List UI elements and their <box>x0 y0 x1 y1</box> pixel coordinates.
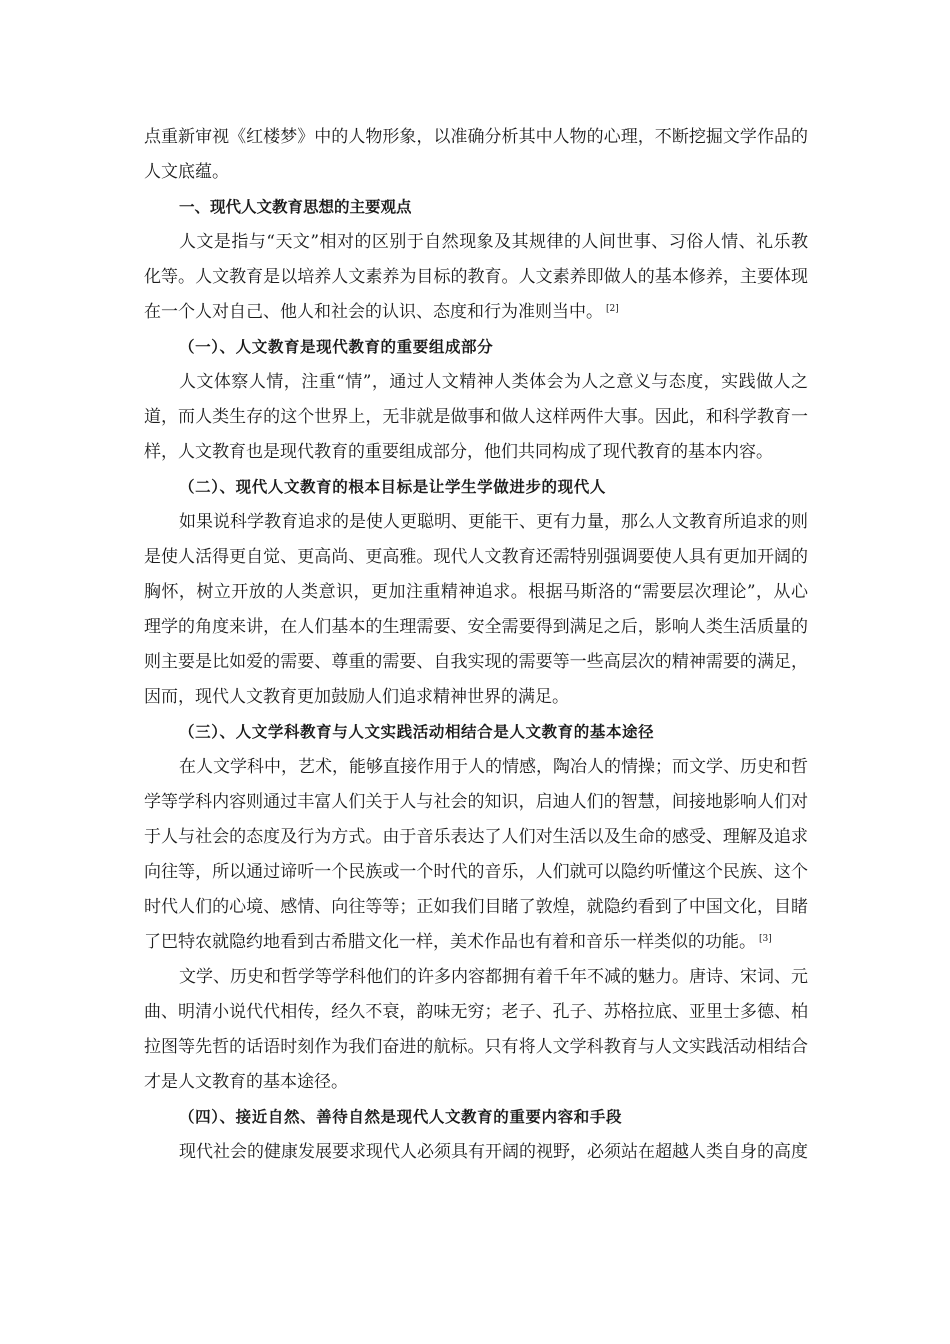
paragraph-line: 文学、历史和哲学等学科他们的许多内容都拥有着千年不减的魅力。唐诗、宋词、元 <box>179 967 808 987</box>
paragraph-line: 才是人文教育的基本途径。 <box>144 1072 348 1092</box>
document-page <box>144 120 808 1170</box>
subsection-heading: （一）、人文教育是现代教育的重要组成部分 <box>179 338 494 356</box>
paragraph-line: 学等学科内容则通过丰富人们关于人与社会的知识，启迪人们的智慧，间接地影响人们对 <box>144 792 808 812</box>
paragraph-line-text: 在一个人对自己、他人和社会的认识、态度和行为准则当中。 <box>144 302 603 322</box>
subsection-heading: （二）、现代人文教育的根本目标是让学生学做进步的现代人 <box>179 478 606 496</box>
paragraph-line: 曲、明清小说代代相传，经久不衰，韵味无穷；老子、孔子、苏格拉底、亚里士多德、柏 <box>144 1002 808 1022</box>
subsection-heading: （三）、人文学科教育与人文实践活动相结合是人文教育的基本途径 <box>179 723 655 741</box>
paragraph-line: 现代社会的健康发展要求现代人必须具有开阔的视野，必须站在超越人类自身的高度 <box>179 1142 808 1162</box>
citation-ref: [2] <box>606 304 619 314</box>
paragraph-line: 于人与社会的态度及行为方式。由于音乐表达了人们对生活以及生命的感受、理解及追求 <box>144 827 808 847</box>
paragraph-line-text: 了巴特农就隐约地看到古希腊文化一样，美术作品也有着和音乐一样类似的功能。 <box>144 932 756 952</box>
subsection-heading: （四）、接近自然、善待自然是现代人文教育的重要内容和手段 <box>179 1108 623 1126</box>
paragraph-line: 如果说科学教育追求的是使人更聪明、更能干、更有力量，那么人文教育所追求的则 <box>179 512 808 532</box>
section-heading: 一、现代人文教育思想的主要观点 <box>179 198 412 216</box>
paragraph-line: 道，而人类生存的这个世界上，无非就是做事和做人这样两件大事。因此，和科学教育一 <box>144 407 808 427</box>
paragraph-line: 点重新审视《红楼梦》中的人物形象，以准确分析其中人物的心理，不断挖掘文学作品的 <box>144 127 808 147</box>
paragraph-line: 在人文学科中，艺术，能够直接作用于人的情感，陶冶人的情操；而文学、历史和哲 <box>179 757 808 777</box>
paragraph-line: 向往等，所以通过谛听一个民族或一个时代的音乐，人们就可以隐约听懂这个民族、这个 <box>144 862 808 882</box>
paragraph-line: 人文是指与“天文”相对的区别于自然现象及其规律的人间世事、习俗人情、礼乐教 <box>179 232 808 252</box>
paragraph-line: 因而，现代人文教育更加鼓励人们追求精神世界的满足。 <box>144 687 569 707</box>
paragraph-line: 则主要是比如爱的需要、尊重的需要、自我实现的需要等一些高层次的精神需要的满足， <box>144 652 808 672</box>
paragraph-line <box>144 925 808 960</box>
paragraph-line <box>144 295 808 330</box>
paragraph-line: 样，人文教育也是现代教育的重要组成部分，他们共同构成了现代教育的基本内容。 <box>144 442 773 462</box>
paragraph-line: 化等。人文教育是以培养人文素养为目标的教育。人文素养即做人的基本修养，主要体现 <box>144 267 808 287</box>
paragraph-line: 理学的角度来讲，在人们基本的生理需要、安全需要得到满足之后，影响人类生活质量的 <box>144 617 808 637</box>
paragraph-line: 是使人活得更自觉、更高尚、更高雅。现代人文教育还需特别强调要使人具有更加开阔的 <box>144 547 808 567</box>
paragraph-line: 胸怀，树立开放的人类意识，更加注重精神追求。根据马斯洛的“需要层次理论”，从心 <box>144 582 808 602</box>
paragraph-line: 人文体察人情，注重“情”，通过人文精神人类体会为人之意义与态度，实践做人之 <box>179 372 808 392</box>
paragraph-line: 人文底蕴。 <box>144 162 229 182</box>
paragraph-line: 时代人们的心境、感情、向往等等；正如我们目睹了敦煌，就隐约看到了中国文化，目睹 <box>144 897 808 917</box>
paragraph-line: 拉图等先哲的话语时刻作为我们奋进的航标。只有将人文学科教育与人文实践活动相结合 <box>144 1037 808 1057</box>
citation-ref: [3] <box>759 934 772 944</box>
